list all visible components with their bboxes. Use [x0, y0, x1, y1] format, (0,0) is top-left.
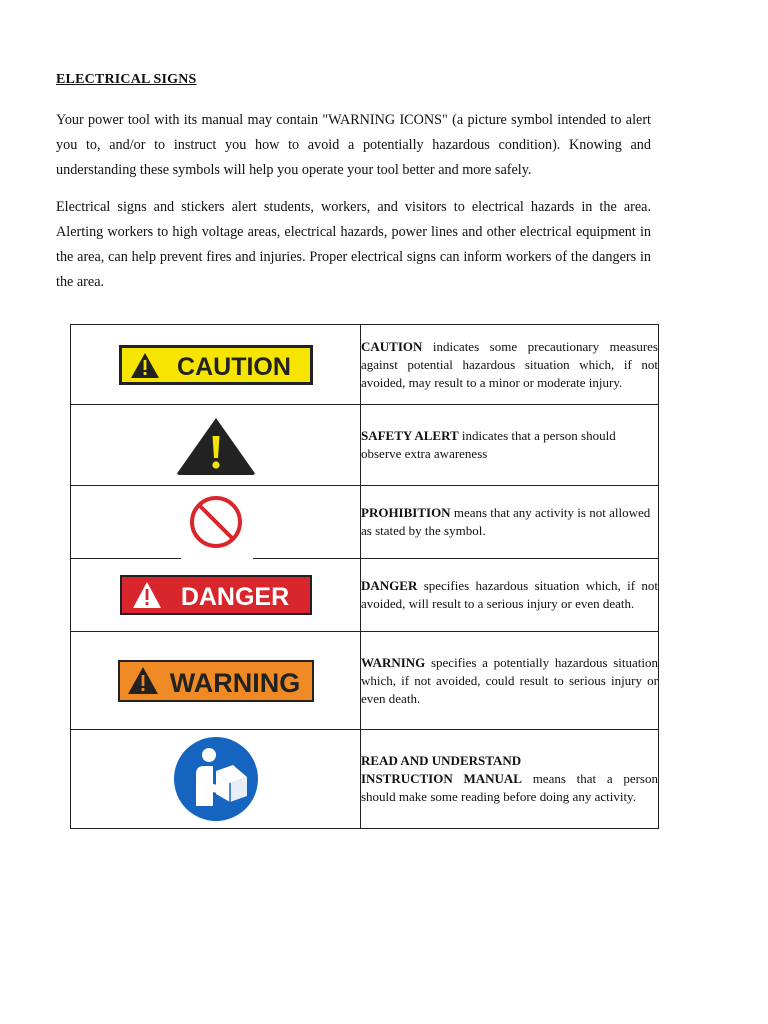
warning-icon-cell [71, 632, 361, 730]
read-manual-term: READ AND UNDERSTAND [361, 753, 522, 768]
safety-alert-icon-cell [71, 405, 361, 486]
caution-text: indicates some precautionary measures against potential hazardous situation which, if not avoided, may result to a minor or moderate injury. [361, 338, 658, 390]
danger-label-text: DANGER [180, 583, 289, 611]
danger-description [361, 559, 659, 632]
danger-text: specifies hazardous situation which, if not avoided, will result to a serious injury or even death. [361, 578, 658, 611]
table-row [71, 325, 659, 405]
page-title: ELECTRICAL SIGNS [56, 72, 197, 87]
safety-alert-description [361, 405, 659, 486]
prohibition-description [361, 486, 659, 559]
prohibition-text: means that any activity is not allowed as stated by the symbol. [361, 505, 651, 538]
prohibition-icon [186, 494, 246, 550]
warning-label-icon [117, 659, 315, 703]
warning-description [361, 632, 659, 730]
warning-label-text: WARNING [169, 667, 300, 698]
caution-description [361, 325, 659, 405]
prohibition-term: PROHIBITION [361, 505, 451, 520]
intro-paragraph: Your power tool with its manual may contain "WARNING ICONS" (a picture symbol intended to alert you to, and/or to instruct you how to avoid a potentially hazardous condition). Knowing and understanding these symbols will help you operate your tool better and more safely. [56, 112, 651, 178]
signs-table [70, 324, 659, 829]
danger-term: DANGER [361, 578, 418, 593]
table-row [71, 559, 659, 632]
caution-term: CAUTION [361, 338, 423, 354]
caution-icon-cell [71, 325, 361, 405]
table-row [71, 486, 659, 559]
danger-label-icon [119, 574, 313, 616]
table-row [71, 730, 659, 829]
danger-icon-cell [71, 559, 361, 632]
prohibition-icon-cell [71, 486, 361, 559]
table-row [71, 632, 659, 730]
caution-label-text: CAUTION [176, 352, 291, 381]
read-manual-icon-cell [71, 730, 361, 829]
warning-term: WARNING [361, 654, 426, 670]
safety-alert-icon [174, 414, 258, 476]
read-manual-description [361, 730, 659, 829]
read-manual-text: means that a person should make some reading before doing any activity. [361, 771, 658, 804]
table-row [71, 405, 659, 486]
read-manual-icon [173, 736, 259, 822]
safety-alert-text: indicates that a person should observe extra awareness [361, 428, 616, 461]
caution-label-icon [118, 344, 314, 386]
read-manual-term-line2: INSTRUCTION MANUAL [361, 771, 522, 786]
warning-text: specifies a potentially hazardous situation which, if not avoided, could result to serious injury or even death. [361, 654, 658, 706]
safety-alert-term: SAFETY ALERT [361, 428, 459, 443]
signs-paragraph: Electrical signs and stickers alert students, workers, and visitors to electrical hazards in the area. Alerting workers to high voltage areas, electrical hazards, power lines and other electrical equipment in the area, can help prevent fires and injuries. Proper electrical signs can inform workers of the dangers in the area. [56, 199, 651, 290]
